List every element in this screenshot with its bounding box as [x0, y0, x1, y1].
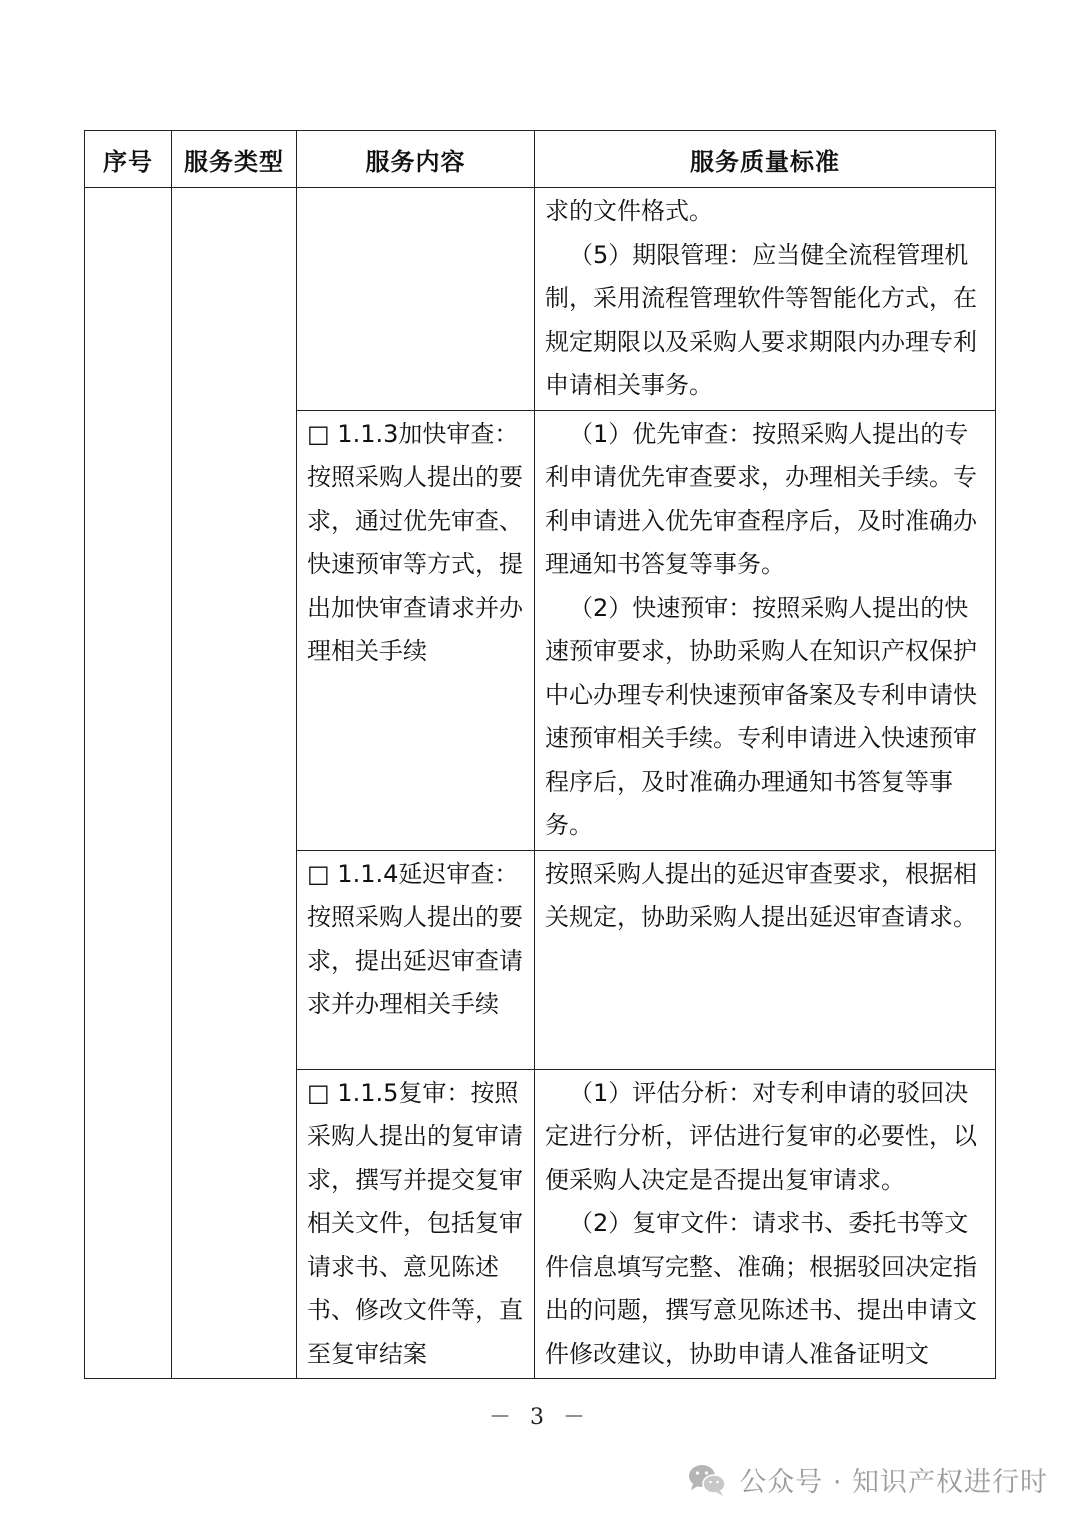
header-service-type: 服务类型 — [172, 131, 297, 188]
cell-quality-standard — [535, 850, 996, 1069]
header-quality-standard: 服务质量标准 — [535, 131, 996, 188]
standard-text: 按照采购人提出的延迟审查要求，根据相关规定，协助采购人提出延迟审查请求。 — [545, 859, 977, 931]
table-header-row — [85, 131, 996, 188]
wechat-icon — [687, 1463, 727, 1497]
cell-quality-standard — [535, 188, 996, 411]
cell-quality-standard — [535, 410, 996, 850]
cell-service-content — [297, 410, 535, 850]
page-number: － 3 － — [489, 1405, 591, 1430]
standard-text: （2）复审文件：请求书、委托书等文件信息填写完整、准确；根据驳回决定指出的问题，撰写意见陈述书、提出申请文件修改建议，协助申请人准备证明文 — [545, 1209, 977, 1368]
standard-text: 求的文件格式。 — [545, 197, 713, 225]
standard-text: （1）优先审查：按照采购人提出的专利申请优先审查要求，办理相关手续。专利申请进入优先审查程序后，及时准确办理通知书答复等事务。 — [545, 419, 977, 578]
standard-text: （5）期限管理：应当健全流程管理机制，采用流程管理软件等智能化方式，在规定期限以及采购人要求期限内办理专利申请相关事务。 — [545, 240, 977, 399]
service-content-text: □ 1.1.3加快审查：按照采购人提出的要求，通过优先审查、快速预审等方式，提出加快审查请求并办理相关手续 — [307, 419, 523, 665]
cell-service-content — [297, 850, 535, 1069]
table-row — [85, 188, 996, 411]
cell-service-content — [297, 1069, 535, 1379]
cell-service-content — [297, 188, 535, 411]
cell-no — [85, 188, 172, 1379]
standard-text: （2）快速预审：按照采购人提出的快速预审要求，协助采购人在知识产权保护中心办理专利快速预审备案及专利申请快速预审相关手续。专利申请进入快速预审程序后，及时准确办理通知书答复等事务。 — [545, 593, 977, 839]
header-service-content: 服务内容 — [297, 131, 535, 188]
standard-text: （1）评估分析：对专利申请的驳回决定进行分析，评估进行复审的必要性，以便采购人决定是否提出复审请求。 — [545, 1078, 977, 1194]
cell-service-type — [172, 188, 297, 1379]
watermark-text: 公众号 · 知识产权进行时 — [739, 1467, 1048, 1498]
service-standard-table — [84, 130, 996, 1379]
cell-quality-standard — [535, 1069, 996, 1379]
header-no: 序号 — [85, 131, 172, 188]
watermark — [687, 1460, 1048, 1499]
service-content-text: □ 1.1.5复审：按照采购人提出的复审请求，撰写并提交复审相关文件，包括复审请求书、意见陈述书、修改文件等，直至复审结案 — [307, 1078, 523, 1368]
service-content-text: □ 1.1.4延迟审查：按照采购人提出的要求，提出延迟审查请求并办理相关手续 — [307, 859, 523, 1018]
